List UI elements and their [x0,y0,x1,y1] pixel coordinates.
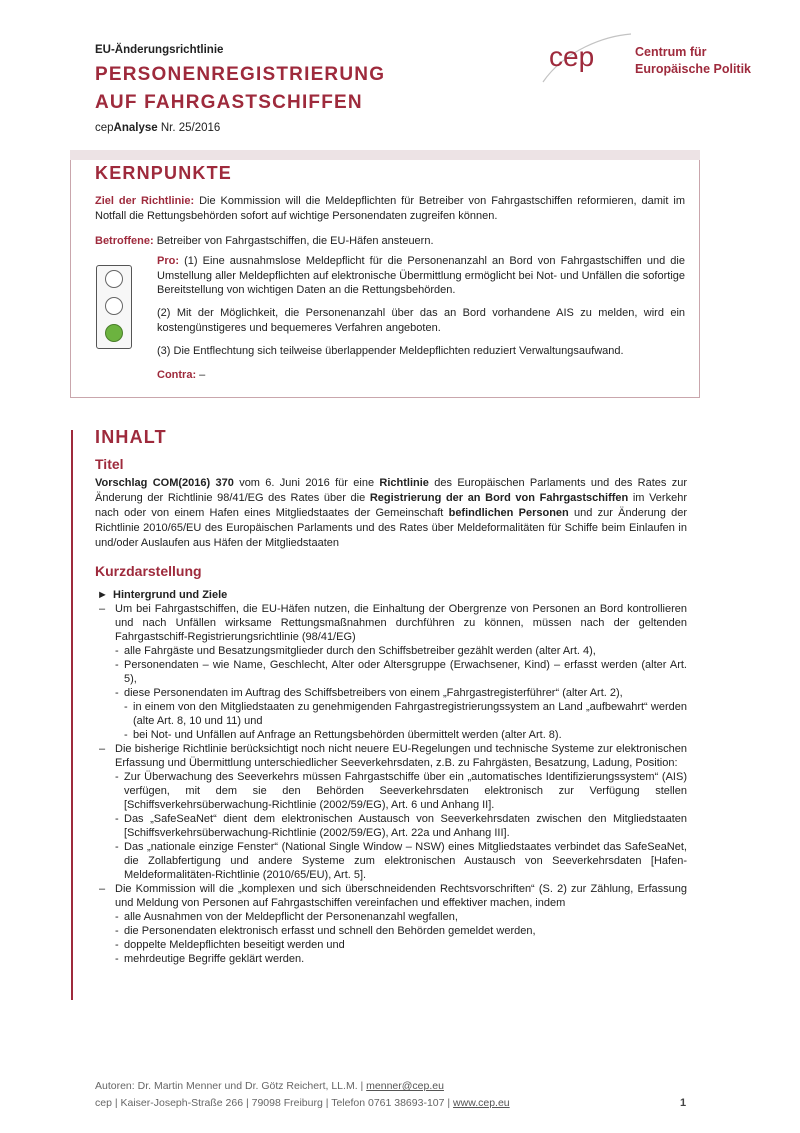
affected-label: Betroffene: [95,235,154,247]
contra-text: – [196,369,206,381]
list-item-text: alle Fahrgäste und Besatzungsmitglieder durch den Schiffsbetreiber gezählt werden (alter Art. 4), [124,645,596,657]
margin-accent-bar [71,430,73,1000]
contra-paragraph [157,368,685,383]
list-item-text: Zur Überwachung des Seeverkehrs müssen Fahrgastschiffe über ein „automatisches Identifizierungssystem“ (AIS) verfügen, mit dem sie den Behörden Seeverkehrsdaten elektronisch zur Verfügung stellen [Schiffsverkehrsüberwachung-Richtlinie (2002/59/EG), Art. 6 und Anhang II]. [124,771,687,811]
goal-text: Die Kommission will die Meldepflichten für Betreiber von Fahrgastschiffen reformieren, damit im Notfall die Rettungsbehörden sofort auf wichtige Personendaten zugreifen können. [95,195,685,222]
logo-wordmark: cep [549,41,595,72]
list-item-text: Die Kommission will die „komplexen und sich überschneidenden Rechtsvorschriften“ (S. 2) zur Zählung, Erfassung und Meldung von Personen auf Fahrgastschiffen vereinfachen und effektiver machen, indem [115,883,687,909]
title-heading: Titel [95,456,124,472]
footer-authors-line [95,1080,444,1092]
list-item-text: mehrdeutige Begriffe geklärt werden. [124,953,305,965]
footer-address: cep | Kaiser-Joseph-Straße 266 | 79098 Freiburg | Telefon 0761 38693-107 | [95,1097,454,1109]
list-item-marker: - [115,925,119,937]
list-item [95,840,687,882]
page-number: 1 [680,1097,687,1109]
issue-prefix: cep [95,122,114,134]
goal-paragraph [95,194,685,223]
title-paragraph-segment: und zur Änderung der Richtlinie 2010/65/EU des Europäischen Parlaments und des Rates über Meldeformalitäten für Schiffe beim Einlaufen in und/oder Auslaufen aus Häfen der Mitgliedstaaten [95,507,688,549]
list-item [95,938,687,952]
document-title-line-1: PERSONENREGISTRIERUNG [95,64,386,85]
list-item-marker: - [115,813,119,825]
logo-organization-name [635,44,751,78]
summary-heading: Kurzdarstellung [95,563,202,579]
list-item-text: in einem von den Mitgliedstaaten zu genehmigenden Fahrgastregistrierungssystem an Land „aufbewahrt“ werden (alte Art. 8, 10 und 11) und [133,701,687,727]
list-item [95,882,687,910]
list-item-text: Hintergrund und Ziele [113,589,228,601]
list-item-marker: - [124,729,128,741]
affected-text: Betreiber von Fahrgastschiffen, die EU-Häfen ansteuern. [153,235,434,247]
list-item-marker: - [115,659,119,671]
key-points-title: KERNPUNKTE [95,163,233,183]
title-paragraph-segment: vom 6. Juni 2016 für eine [233,477,380,489]
list-item-marker: - [115,953,119,965]
list-item-marker: - [115,771,119,783]
list-item-text: Um bei Fahrgastschiffen, die EU-Häfen nutzen, die Einhaltung der Obergrenze von Personen an Bord kontrollieren und nach Unfällen wirksame Rettungsmaßnahmen durchführen zu können, müssen nach der geltenden Fahrgastschiff-Registrierungsrichtlinie (98/41/EG) [115,603,687,643]
list-item [95,910,687,924]
logo-line-2: Europäische Politik [635,62,752,76]
footer-authors: Autoren: Dr. Martin Menner und Dr. Götz Reichert, LL.M. | [95,1080,367,1092]
goal-label: Ziel der Richtlinie: [95,195,195,207]
list-item [95,686,687,700]
list-item-text: Das „nationale einzige Fenster“ (National Single Window – NSW) eines Mitgliedstaates verbindet das SafeSeaNet, die Zollabfertigung und andere Systeme zum elektronischen Austausch von Seeverkehrsdaten [Hafen-Meldeformalitäten-Richtlinie (2010/65/EU), Art. 5]. [124,841,687,881]
title-paragraph-segment: Vorschlag COM(2016) 370 [95,477,234,489]
list-item-text: alle Ausnahmen von der Meldepflicht der Personenanzahl wegfallen, [124,911,458,923]
title-paragraph-segment: Registrierung der an Bord von Fahrgastschiffen [369,492,629,504]
list-item-marker: - [115,841,119,853]
pro-text-1: (1) Eine ausnahmslose Meldepflicht für die Personenanzahl an Bord von Fahrgastschiffen und die Umstellung aller Meldepflichten auf elektronische Übermittlung ermöglicht bei Not- und Unfällen die sofortige Bereitstellung von wichtigen Daten an die Rettungsbehörden. [157,255,685,296]
issue-number [95,122,220,134]
title-paragraph-segment: im Verkehr nach oder von einem Hafen eines Mitgliedstaates der Gemeinschaft [95,492,687,519]
list-item [95,588,687,602]
list-item-marker: - [124,701,128,713]
list-item-marker: - [115,645,119,657]
list-item [95,644,687,658]
traffic-light-lamp-top [105,270,123,288]
title-paragraph-segment: des Europäischen Parlaments und des Rates zur Änderung der Richtlinie 98/41/EG des Rates über die [95,477,687,504]
title-paragraph [95,476,687,551]
logo-line-1: Centrum für [635,45,707,59]
list-item-text: Personendaten – wie Name, Geschlecht, Alter oder Altersgruppe (Erwachsener, Kind) – erfasst werden (alter Art. 5), [124,659,687,685]
title-paragraph-segment: Richtlinie [379,477,429,489]
pro-paragraph-3: (3) Die Entflechtung sich teilweise überlappender Meldepflichten reduziert Verwaltungsaufwand. [157,345,624,357]
contents-title: INHALT [95,427,167,447]
list-item-marker: – [99,743,106,755]
affected-paragraph [95,234,685,249]
list-item-text: bei Not- und Unfällen auf Anfrage an Rettungsbehörden übermittelt werden (alter Art. 8). [133,729,562,741]
list-item [95,812,687,840]
list-item-text: diese Personendaten im Auftrag des Schiffsbetreibers von einem „Fahrgastregisterführer“ (alter Art. 2), [124,687,623,699]
list-item [95,658,687,686]
list-item [95,602,687,644]
list-item-marker: - [115,911,119,923]
summary-list [95,588,687,966]
list-item [95,742,687,770]
title-paragraph-segment: befindlichen Personen [448,507,569,519]
traffic-light-lamp-bottom-green [105,324,123,342]
traffic-light-icon [96,265,132,349]
list-item [95,700,687,728]
document-kicker: EU-Änderungsrichtlinie [95,44,224,56]
list-item-text: doppelte Meldepflichten beseitigt werden und [124,939,345,951]
footer-address-line [95,1097,510,1109]
key-points-box-header-strip [70,150,700,160]
traffic-light-lamp-middle [105,297,123,315]
list-item [95,952,687,966]
list-item-text: Die bisherige Richtlinie berücksichtigt noch nicht neuere EU-Regelungen und technische Systeme zur elektronischen Erfassung und Übermittlung unterschiedlicher Seeverkehrsdaten, z.B. zu Fahrgästen, Besatzung, Ladung, Position: [115,743,687,769]
pro-label: Pro: [157,255,179,267]
pro-paragraph-1 [157,254,685,298]
footer-website-link[interactable]: www.cep.eu [453,1097,510,1109]
list-item-marker: – [99,603,106,615]
footer-email-link[interactable]: menner@cep.eu [366,1080,444,1092]
document-title-line-2: AUF FAHRGASTSCHIFFEN [95,92,363,113]
issue-series: Analyse [113,122,158,134]
list-item-text: die Personendaten elektronisch erfasst und schnell den Behörden gemeldet werden, [124,925,536,937]
list-item-marker: - [115,939,119,951]
pro-paragraph-2: (2) Mit der Möglichkeit, die Personenanzahl über das an Bord vorhandene AIS zu melden, wird ein kostengünstigeres und bequemeres Verfahren angeboten. [157,307,685,334]
contra-label: Contra: [157,369,197,381]
list-item-marker: – [99,883,106,895]
list-item-text: Das „SafeSeaNet“ dient dem elektronischen Austausch von Seeverkehrsdaten zwischen den Mitgliedstaaten [Schiffsverkehrsüberwachung-Richtlinie (2002/59/EG), Art. 22a und Anhang III]. [124,813,687,839]
list-item [95,770,687,812]
list-item [95,728,687,742]
list-item-marker: - [115,687,119,699]
list-item [95,924,687,938]
issue-suffix: Nr. 25/2016 [157,122,221,134]
list-item-marker: ► [97,589,108,601]
